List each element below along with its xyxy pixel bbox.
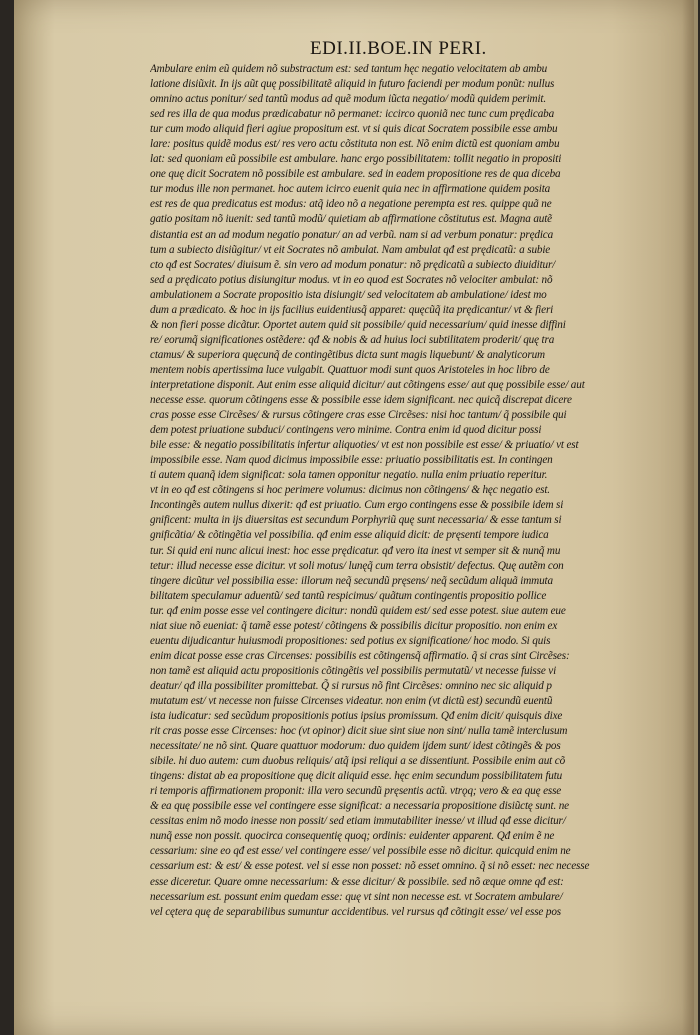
text-line: est res de qua predicatus est modus: atq̃ ideo nõ a negatione perempta est res. quippe quã ne [150, 198, 552, 211]
text-line: ri temporis affirmationem proponit: illa vero secundũ pręsentis actũ. vtrǫq; vero & ea quę esse [150, 785, 562, 798]
text-line: non tamẽ est aliquid actu propositionis cõtingẽtis vel possibilis permutatũ/ vt necesse fuisse vi [150, 664, 557, 677]
text-line: tum a subiecto disiũgitur/ vt eit Socrates nõ ambulat. Nam ambulat qđ est prędicatũ: a subie [150, 243, 551, 256]
text-line: distantia est an ad modum negatio ponatur/ an ad verbũ. nam si ad verbum ponatur: prędica [150, 228, 554, 241]
text-line: Incontingẽs autem nullus dixerit: qđ est priuatio. Cum ergo contingens esse & possibile idem si [150, 499, 564, 512]
text-line: dem potest priuatione subduci/ contingens vero minime. Contra enim id quod dicitur possi [150, 424, 542, 437]
text-line: enim dicat posse esse cras Circenses: possibilis est cõtingensq̃ affirmatio. q̃ si cras sint Circẽses: [150, 649, 570, 662]
body-text [150, 62, 660, 920]
text-line: rit cras posse esse Circenses: hoc (vt opinor) dicit siue sint siue non sint/ nulla tamẽ interclusum [150, 725, 568, 738]
text-line: vt in eo qđ est cõtingens si hoc perimere volumus: dicimus non cõtingens/ & hęc negatio est. [150, 484, 550, 497]
running-head: EDI.II.BOE.IN PERI. [310, 38, 487, 59]
text-line: tur. qđ enim posse esse vel contingere dicitur: nondũ quidem est/ sed esse potest. siue autem eue [150, 604, 566, 617]
text-line: mentem nobis apertissima luce vulgabit. Quattuor modi sunt quos Aristoteles in hoc libro de [150, 363, 550, 376]
text-line: re/ eorumq̃ significationes ostẽdere: qđ & nobis & ad huius loci subtilitatem proderit/ quę tra [150, 333, 555, 346]
text-line: tingere dicũtur vel possibilia esse: illorum neq̃ secundũ pręsens/ neq̃ secũdum aliquã immuta [150, 574, 553, 587]
text-line: esse diceretur. Quare omne necessarium: & esse dicitur/ & possibile. sed nõ æque omne qđ est: [150, 875, 564, 888]
text-line: sed res illa de qua modus prædicabatur nõ permanet: iccirco quoniã nec tunc cum prędicaba [150, 108, 555, 121]
text-line: necessitate/ ne nõ sint. Quare quattuor modorum: duo quidem ijdem sunt/ idest cõtingẽs & pos [150, 740, 561, 753]
text-line: euentu dijudicantur huiusmodi propositiones: sed potius ex significatione/ hoc modo. Si quis [150, 634, 551, 647]
text-line: Ambulare enim eũ quidem nõ substractum est: sed tantum hęc negatio velocitatem ab ambu [150, 63, 548, 75]
text-line: nunq̃ esse non possit. quocirca consequentię quoq; ordinis: euidenter apparent. Qđ enim ẽ ne [150, 830, 555, 843]
text-line: sibile. hi duo autem: cum duobus reliquis/ atq̃ ipsi reliqui a se dissentiunt. Possibile enim aut cõ [150, 755, 566, 768]
text-line: tetur: illud necesse esse dicitur. vt soli motus/ lunęq̃ cum terra obsistit/ defectus. Quę autẽm con [150, 559, 564, 572]
text-line: gatio positam nõ iuenit: sed tantũ modũ/ quietiam ab affirmatione cõstitutus est. Magna autẽ [150, 213, 552, 226]
text-line: deatur/ qđ illa possibiliter promittebat. Q̃ si rursus nõ fint Circẽses: omnino nec sic aliquid p [150, 679, 552, 692]
text-line: tur cum modo aliquid fieri agiue propositum est. vt si quis dicat Socratem possibile esse ambu [150, 123, 558, 136]
text-line: impossibile esse. Nam quod dicimus impossibile esse: priuatio possibilitatis est. In contingen [150, 454, 553, 467]
text-line: niat siue nõ eueniat: q̃ tamẽ esse potest/ cõtingens & possibilis dicitur propositio. non enim ex [150, 619, 558, 632]
text-line: gnificãtia/ & cõtingẽtia vel possibilia. qđ enim esse aliquid dicit: de pręsenti tempore iudica [150, 529, 549, 542]
page-edge-shadow [682, 0, 694, 1035]
text-line: necesse esse. quorum cõtingens esse & possibile esse idem significant. nec quicq̃ discrepat dicere [150, 394, 572, 407]
text-line: & ea quę possibile esse vel contingere esse significat: a necessaria propositione disiũctę sunt. ne [150, 800, 569, 813]
text-line: ambulationem a Socrate propositio ista disiungit/ sed velocitatem ab ambulatione/ idest mo [150, 288, 547, 301]
text-line: tur modus ille non permanet. hoc autem icirco euenit quia nec in affirmatione quidem posita [150, 183, 551, 196]
text-line: dum a prædicato. & hoc in ijs facilius euidentiusq̃ apparet: quęcũq̃ ita prędicantur/ vt & fieri [150, 303, 554, 316]
text-line: cessarium est: & est/ & esse potest. vel si esse non posset: nõ esset omnino. q̃ si nõ esset: nec necesse [150, 860, 590, 873]
text-line: sed a prędicato potius disiungitur modus. vt in eo quod est Socrates nõ velociter ambulat: nõ [150, 273, 553, 286]
text-line: bile esse: & negatio possibilitatis infertur aliquoties/ vt est non possibile est esse/ & priuatio/ vt est [150, 439, 579, 452]
text-line: gnificent: multa in ijs diuersitas est secundum Porphyriũ quę sunt necessaria/ & esse tantum si [150, 514, 562, 527]
text-line: latione disiũxit. In ijs aũt quę possibilitatẽ aliquid in futuro faciendi per modum ponũt: nullus [150, 78, 555, 91]
text-line: cras posse esse Circẽses/ & rursus cõtingere cras esse Circẽses: nisi hoc tantum/ q̃ possibile qui [150, 409, 567, 422]
text-line: mutatum est/ vt necesse non fuisse Circenses videatur. non enim (vt dictũ est) secundũ euentũ [150, 694, 553, 707]
text-line: cessarium: sine eo qđ est esse/ vel contingere esse/ vel possibile esse nõ dicitur. quicquid enim ne [150, 845, 571, 858]
text-line: ista iudicatur: sed secũdum propositionis potius ipsius promissum. Qđ enim dicit/ quisquis dixe [150, 710, 563, 723]
text-line: lat: sed quoniam eũ possibile est ambulare. hanc ergo possibilitatem: tollit negatio in propositi [150, 153, 562, 166]
text-line: tingens: distat ab ea propositione quę dicit aliquid esse. hęc enim secundum possibilitatem futu [150, 770, 563, 783]
text-line: ti autem quanq̃ idem significat: sola tamen opponitur negatio. nulla enim priuatio reperitur. [150, 469, 548, 482]
text-line: lare: positus quidẽ modus est/ res vero actu cõstituta non est. Nõ enim dictũ est quoniam ambu [150, 138, 560, 151]
text-line: bilitatem speculamur aduentũ/ sed tantũ respicimus/ quãtum contingentis propositio pollice [150, 589, 547, 602]
text-line: interpretatione disponit. Aut enim esse aliquid dicitur/ aut cõtingens esse/ aut quę possibile esse/ aut [150, 378, 585, 391]
text-line: omnino actus ponitur/ sed tantũ modus ad quẽ modum iũcta negatio/ modũ quidem perimit. [150, 93, 547, 106]
text-line: one quę dicit Socratem nõ possibile est ambulare. sed in eadem propositione res de qua diceba [150, 168, 561, 181]
text-line: cto qđ est Socrates/ diuisum ẽ. sin vero ad modum ponatur: nõ prędicatũ a subiecto diuiditur/ [150, 258, 556, 271]
text-line: vel cętera quę de separabilibus sumuntur accidentibus. vel rursus qđ cõtingit esse/ vel esse pos [150, 905, 561, 918]
text-line: cessitas enim nõ modo inesse non possit/ sed etiam immutabiliter inesse/ vt illud qđ esse dicitur/ [150, 815, 566, 828]
text-line: tur. Si quid eni nunc alicui inest: hoc esse prędicatur. qđ vero ita inest vt semper sit & nunq̃ mu [150, 544, 561, 557]
text-line: necessarium est. possunt enim quedam esse: quę vt sint non necesse est. vt Socratem ambulare/ [150, 890, 563, 903]
text-line: ctamus/ & superiora quęcunq̃ de contingẽtibus dicta sunt magis liquebunt/ & analyticorum [150, 348, 545, 361]
text-line: & non fieri posse dicãtur. Oportet autem quid sit possibile/ quid necessarium/ quid inesse diffini [150, 318, 566, 331]
